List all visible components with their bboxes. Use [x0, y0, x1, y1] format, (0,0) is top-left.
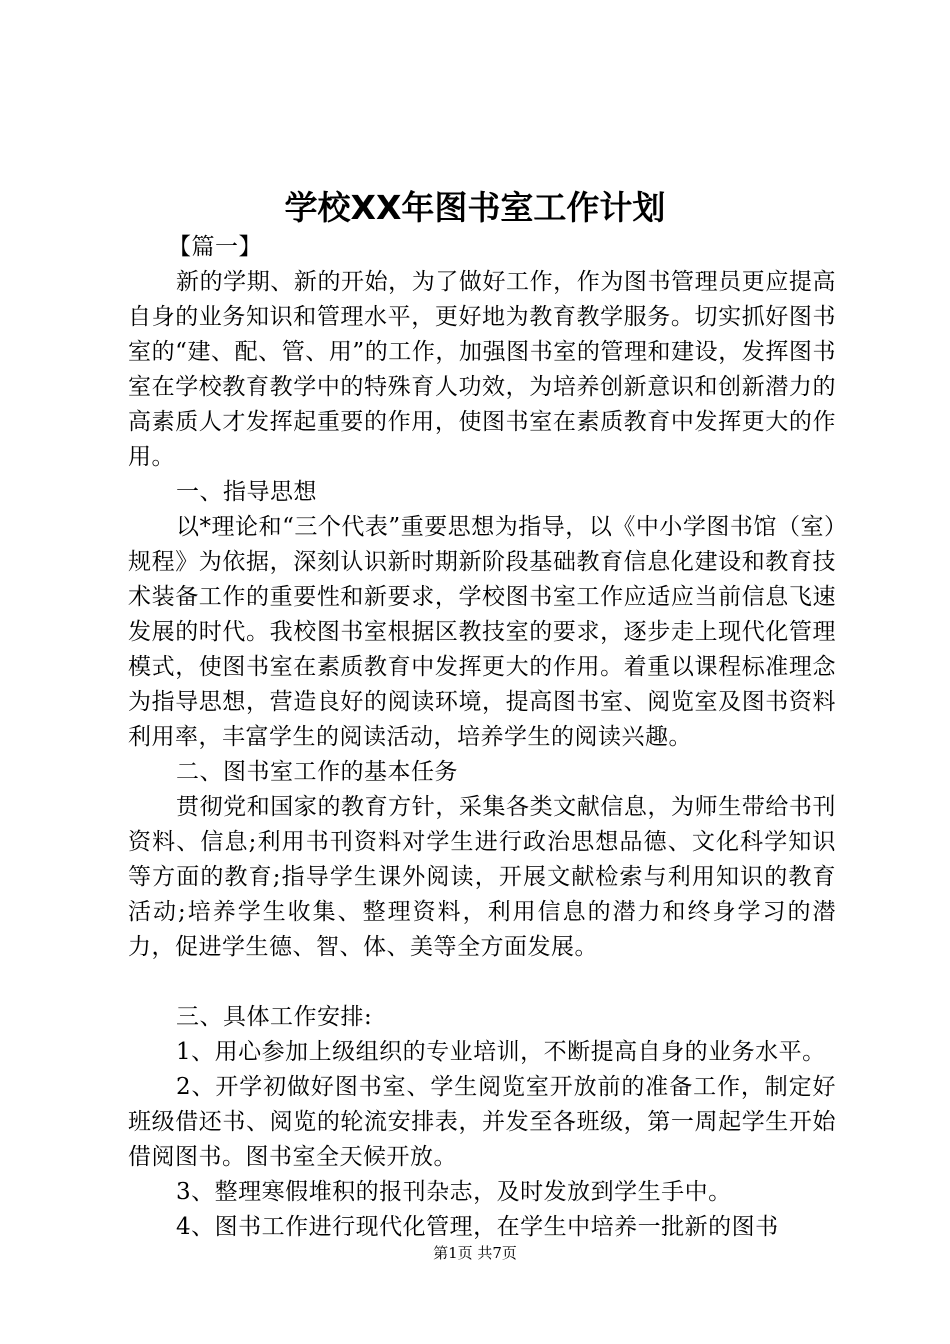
- document-title: 学校XX年图书室工作计划: [284, 188, 666, 227]
- list-item: 1、用心参加上级组织的专业培训，不断提高自身的业务水平。: [176, 1039, 826, 1065]
- document-body: [128, 230, 836, 1245]
- paragraph-guiding-ideology: 以*理论和“三个代表”重要思想为指导，以《中小学图书馆（室）规程》为依据，深刻认识新时期新阶段基础教育信息化建设和教育技术装备工作的重要性和新要求，学校图书室工作应适应当前信息飞速发展的时代。我校图书室根据区教技室的要求，逐步走上现代化管理模式，使图书室在素质教育中发挥更大的作用。着重以课程标准理念为指导思想，营造良好的阅读环境，提高图书室、阅览室及图书资料利用率，丰富学生的阅读活动，培养学生的阅读兴趣。: [128, 514, 836, 750]
- section-label: 【篇一】: [168, 234, 262, 260]
- heading-basic-tasks: 二、图书室工作的基本任务: [176, 759, 458, 785]
- intro-paragraph: 新的学期、新的开始，为了做好工作，作为图书管理员更应提高自身的业务知识和管理水平，更好地为教育教学服务。切实抓好图书室的“建、配、管、用”的工作，加强图书室的管理和建设，发挥图书室在学校教育教学中的特殊育人功效，为培养创新意识和创新潜力的高素质人才发挥起重要的作用，使图书室在素质教育中发挥更大的作用。: [128, 269, 836, 470]
- paragraph-basic-tasks: 贯彻党和国家的教育方针，采集各类文献信息，为师生带给书刊资料、信息;利用书刊资料对学生进行政治思想品德、文化科学知识等方面的教育;指导学生课外阅读，开展文献检索与利用知识的教育活动;培养学生收集、整理资料，利用信息的潜力和终身学习的潜力，促进学生德、智、体、美等全方面发展。: [128, 794, 836, 960]
- list-item: 3、整理寒假堆积的报刊杂志，及时发放到学生手中。: [176, 1179, 732, 1205]
- heading-work-arrangement: 三、具体工作安排:: [176, 1004, 373, 1030]
- page-number-footer: 第1页 共7页: [433, 1244, 517, 1262]
- list-item: 4、图书工作进行现代化管理，在学生中培养一批新的图书: [176, 1214, 779, 1240]
- list-item: 2、开学初做好图书室、学生阅览室开放前的准备工作，制定好班级借还书、阅览的轮流安排表，并发至各班级，第一周起学生开始借阅图书。图书室全天候开放。: [128, 1074, 836, 1170]
- heading-guiding-ideology: 一、指导思想: [176, 479, 317, 505]
